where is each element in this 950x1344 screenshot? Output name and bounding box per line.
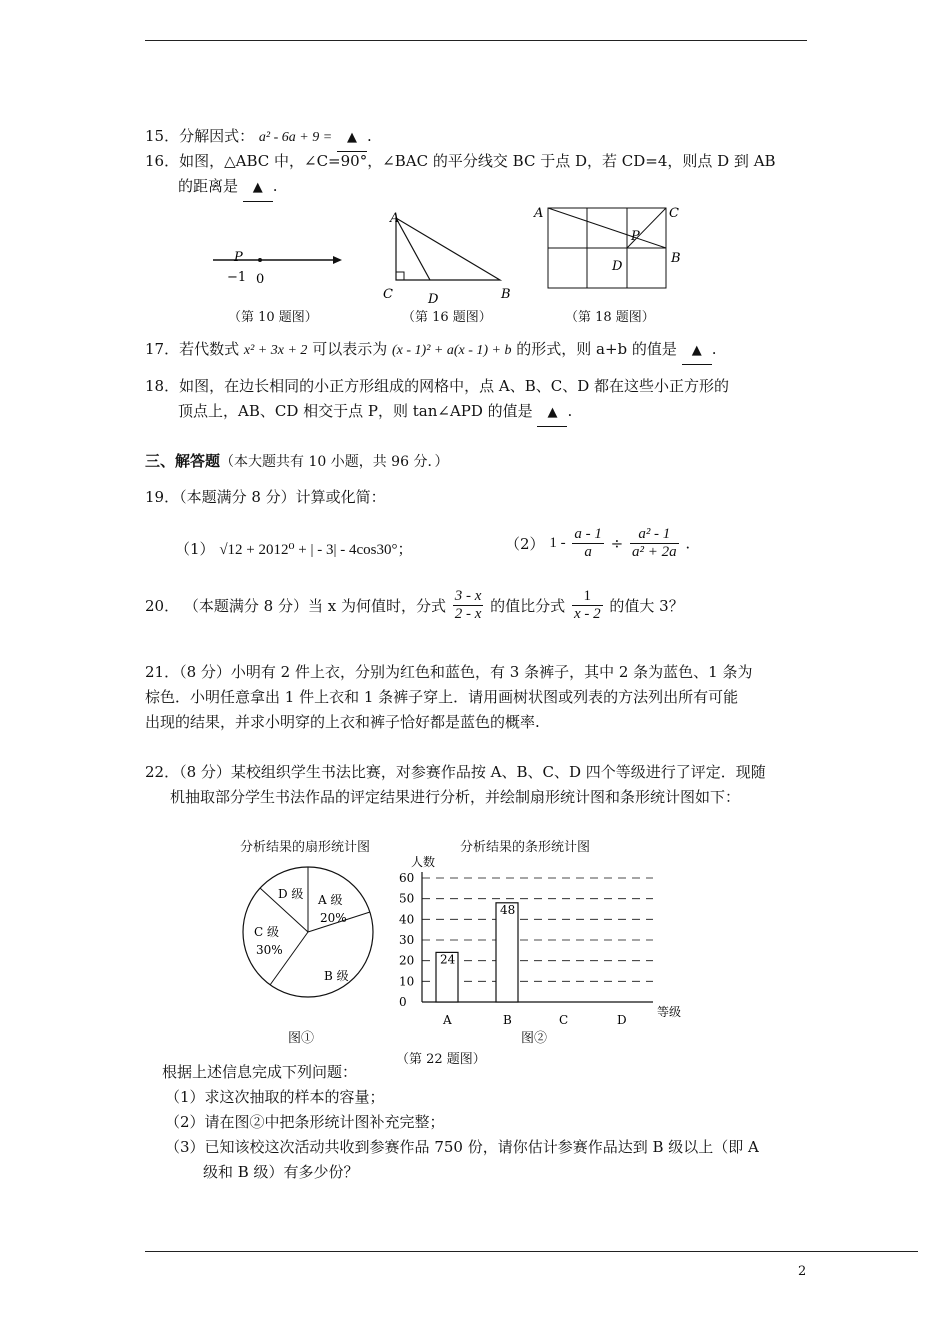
y-tick-label: 40 [399,912,415,927]
question-22: 22．（8 分）某校组织学生书法比赛，对参赛作品按 A、B、C、D 四个等级进行了评定．现随 [145,763,766,781]
figure-22-caption: （第 22 题图） [396,1052,486,1067]
top-rule [145,40,807,41]
answer-blank: ▲ [337,125,367,152]
category-label: A [443,1013,452,1027]
question-18-cont: 顶点上，AB、CD 相交于点 P，则 tan∠APD 的值是 ▲ . [178,398,572,427]
q22-sub1: （1）求这次抽取的样本的容量； [165,1088,385,1106]
question-16-cont: 的距离是 ▲ . [178,173,278,202]
x-axis-label: 等级 [657,1005,682,1019]
question-21-line3: 出现的结果，并求小明穿的上衣和裤子恰好都是蓝色的概率. [145,713,540,731]
y-tick-label: 60 [399,871,415,885]
y-tick-label: 20 [399,953,415,968]
pie-label-b: B 级 [324,969,349,983]
figure-18-grid [528,202,688,294]
category-label: B [503,1013,512,1027]
tick-zero: 0 [256,272,265,287]
pie-label-a-pct: 20% [320,911,347,925]
figure-16-caption: （第 16 题图） [402,310,492,325]
tick-minus-one: −1 [227,270,247,285]
y-tick-label: 0 [399,995,407,1009]
question-21-line2: 棕色．小明任意拿出 1 件上衣和 1 条裤子穿上．请用画树状图或列表的方法列出所有可能 [145,688,739,706]
page-number: 2 [798,1264,807,1279]
pie-label-d: D 级 [278,887,304,901]
y-tick-label: 50 [399,891,415,906]
pie-chart [240,862,380,1002]
pie-label-c-pct: 30% [256,943,283,957]
vertex-a: A [390,211,400,226]
bottom-rule [145,1251,918,1252]
answer-blank: ▲ [243,175,273,202]
point-d: D [612,259,623,274]
question-20: 20． （本题满分 8 分）当 x 为何值时，分式 $\frac{3 - x}{2 - x}$ 的值比分式 $\frac{1}{x - 2}$ 的值大 3？ [145,588,684,622]
question-19: 19．（本题满分 8 分）计算或化简： [145,488,386,506]
q22-sub3: （3）已知该校这次活动共收到参赛作品 750 份，请你估计参赛作品达到 B 级以上（即 A [165,1138,759,1156]
point-a: A [534,206,544,221]
question-19-part1: （1） √12 + 2012⁰ + | - 3| - 4cos30°； [175,540,413,558]
fraction: $\frac{\text{a² - 1}}{\text{a² + 2a}}$ [632,526,677,560]
bar-chart [395,852,695,1032]
fraction: $\frac{3 - x}{2 - x}$ [454,588,482,622]
question-16: 16．如图，△ABC 中，∠C=90°，∠BAC 的平分线交 BC 于点 D，若 CD=4，则点 D 到 AB [145,152,776,170]
point-c: C [669,206,679,221]
y-tick-labels [399,871,414,1009]
y-axis-label: 人数 [411,855,436,869]
q22-sub2: （2）请在图②中把条形统计图补充完整； [165,1113,445,1131]
point-b: B [671,251,681,266]
vertex-c: C [383,287,393,302]
vertex-b: B [501,287,511,302]
answer-blank: ▲ [682,338,712,365]
fraction: $\frac{a - 1}{a}$ [574,526,602,560]
bar-chart-title: 分析结果的条形统计图 [460,840,591,855]
q22-sub3-cont: 级和 B 级）有多少份？ [203,1163,359,1181]
figure-10-number-line [205,245,345,290]
figure-18-caption: （第 18 题图） [565,310,655,325]
question-19-part2: （2） 1 - $\frac{a - 1}{a}$ ÷ $\frac{\text{a² - 1}}{\text{a² + 2a}}$ . [505,526,691,560]
category-label: D [617,1013,627,1027]
bar-value-label: 24 [440,952,456,967]
category-label: C [559,1013,569,1027]
figure-16-triangle [378,208,518,308]
pie-chart-title: 分析结果的扇形统计图 [240,840,371,855]
point-p: P [631,229,640,244]
point-d: D [428,292,439,307]
bar-value-label: 48 [500,902,516,917]
question-21: 21．（8 分）小明有 2 件上衣，分别为红色和蓝色，有 3 条裤子，其中 2 条为蓝色、1 条为 [145,663,753,681]
q22-intro: 根据上述信息完成下列问题： [162,1063,358,1081]
pie-caption: 图① [288,1031,315,1046]
question-17: 17．若代数式 x² + 3x + 2 可以表示为 (x - 1)² + a(x - 1) + b 的形式，则 a+b 的值是 ▲ . [145,336,717,365]
question-18: 18．如图，在边长相同的小正方形组成的网格中，点 A、B、C、D 都在这些小正方形的 [145,377,729,395]
bar-caption: 图② [521,1031,548,1046]
y-tick-label: 30 [399,933,415,947]
bar-b [496,903,518,1002]
bars [436,903,518,1002]
section-heading: 三、解答题（本大题共有 10 小题，共 96 分．） [145,452,449,470]
pie-label-c: C 级 [254,925,279,939]
category-labels [442,1013,627,1027]
figure-10-caption: （第 10 题图） [228,310,318,325]
y-tick-label: 10 [399,974,415,989]
answer-blank: ▲ [537,400,567,427]
point-p-label: P [234,250,243,265]
question-15: 15．分解因式： a² - 6a + 9 = ▲ . [145,123,372,152]
pie-label-a: A 级 [318,893,343,907]
fraction: $\frac{1}{x - 2}$ [573,588,601,622]
question-22-line2: 机抽取部分学生书法作品的评定结果进行分析，并绘制扇形统计图和条形统计图如下： [170,788,741,806]
